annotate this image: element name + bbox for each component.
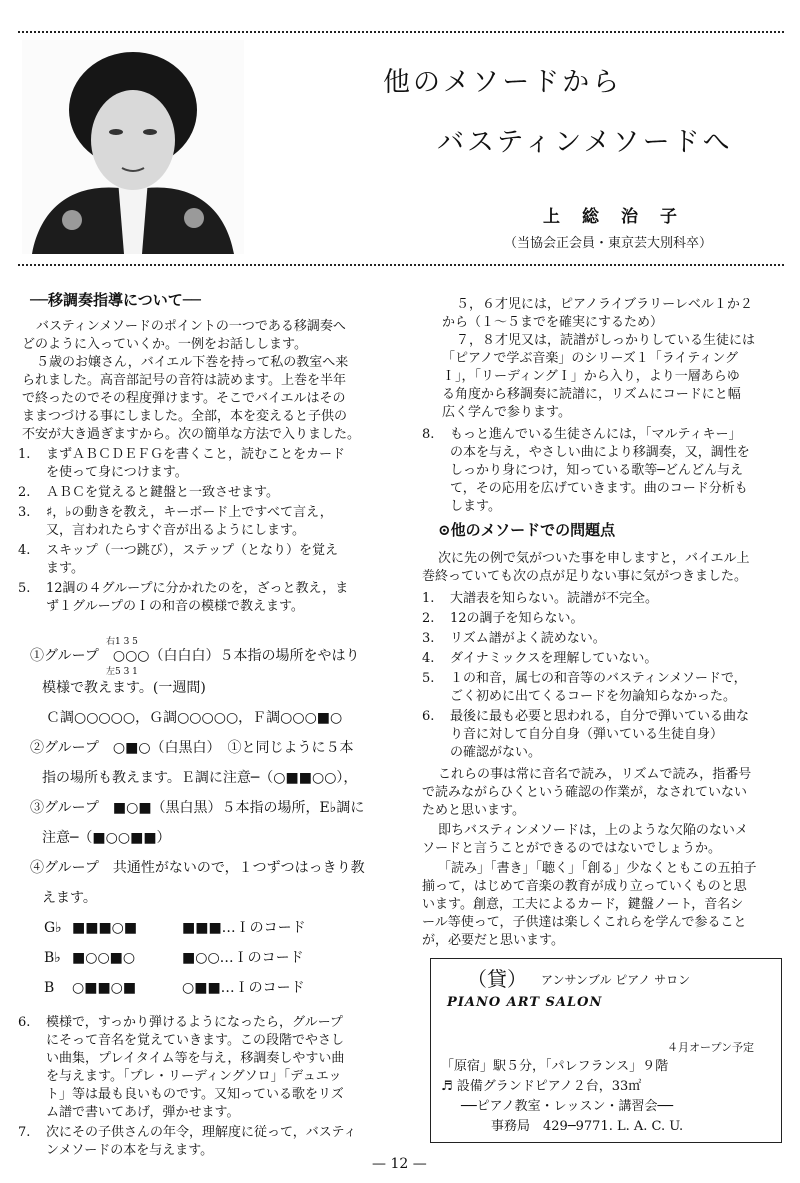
list-item: 12調の４グループに分かれたのを，ざっと教え，ま bbox=[46, 581, 349, 596]
paragraph-line: ソードと言うことができるのではないでしょうか。 bbox=[422, 841, 722, 856]
list-item: リズム譜がよく読めない。 bbox=[450, 631, 606, 646]
list-item: スキップ（一つ跳び），ステップ（となり）を覚え bbox=[46, 543, 338, 558]
paragraph-line: 巻終っていても次の点が足りない事に気がつきました。 bbox=[422, 569, 748, 584]
advertisement-box bbox=[430, 958, 782, 1143]
paragraph-line: ためと思います。 bbox=[422, 803, 525, 818]
list-number: 4. bbox=[18, 543, 31, 558]
list-item: にそって音名を覚えていきます。この段階でやさし bbox=[46, 1033, 344, 1048]
paragraph-line: 揃って，はじめて音楽の教育が成り立っていくものと思 bbox=[422, 879, 747, 894]
chord-pattern-tonic: ■■■…Ｉのコード bbox=[182, 920, 306, 936]
author-name: 上総治子 bbox=[543, 207, 699, 227]
paragraph-line: で終ったのでその程度弾けます。そこでバイエルはその bbox=[22, 391, 346, 406]
ad-salon-name: PIANO ART SALON bbox=[447, 995, 603, 1010]
title-line-2: バスティンメソードへ bbox=[437, 127, 733, 158]
paragraph-line: ール等使って，子供達は楽しくこれらを学んで参ること bbox=[422, 915, 747, 930]
list-number: 3. bbox=[422, 631, 435, 646]
ad-rent-label: （貸） bbox=[467, 967, 527, 991]
list-item: ＡＢＣを覚えると鍵盤と一致させます。 bbox=[46, 485, 279, 500]
section-heading-transposition: ──移調奏指導について── bbox=[30, 291, 201, 309]
list-number: 5. bbox=[18, 581, 31, 596]
list-item: 最後に最も必要と思われる，自分で弾いている曲な bbox=[450, 709, 750, 724]
paragraph-line: Ｉ」，「リーディングＩ」から入り，より一層あらゆ bbox=[442, 369, 740, 384]
author-affiliation: （当協会正会員・東京芸大別科卒） bbox=[504, 236, 713, 251]
paragraph-line: ままつづける事にしました。全部，本を変えると子供の bbox=[22, 409, 348, 424]
group-line: Ｃ調○○○○○，Ｇ調○○○○○，Ｆ調○○○■○ bbox=[46, 710, 343, 726]
list-item: ます。 bbox=[46, 561, 84, 576]
paragraph-line: います。創意，工夫によるカード，鍵盤ノート，音名シ bbox=[422, 897, 744, 912]
paragraph-line: から（１～５までを確実にするため） bbox=[442, 315, 664, 330]
list-number: 4. bbox=[422, 651, 435, 666]
group-line: 模様で教えます。(一週間) bbox=[42, 680, 206, 696]
list-item: 次にその子供さんの年令，理解度に従って，バスティ bbox=[46, 1125, 357, 1140]
ad-equipment: ♬ 設備グランドピアノ２台，33㎡ bbox=[441, 1079, 642, 1094]
title-line-1: 他のメソードから bbox=[383, 67, 623, 98]
paragraph-line: 不安が大き過ぎますから。次の簡単な方法で入りました。 bbox=[22, 427, 361, 442]
list-item: ♯，♭の動きを教え，キーボード上ですべて言え， bbox=[46, 505, 333, 520]
paragraph-line: これらの事は常に音名で読み，リズムで読み，指番号 bbox=[438, 767, 752, 782]
list-number: 7. bbox=[18, 1125, 31, 1140]
list-item: します。 bbox=[450, 499, 501, 514]
paragraph-line: られました。高音部記号の音符は読めます。上巻を半年 bbox=[22, 373, 346, 388]
chord-key: G♭ bbox=[44, 920, 62, 936]
group-line: ②グループ ○■○（白黒白） ①と同じように５本 bbox=[30, 740, 354, 756]
chord-key: B bbox=[44, 980, 55, 996]
paragraph-line: 次に先の例で気がついた事を申しますと，バイエル上 bbox=[438, 551, 750, 566]
list-number: 2. bbox=[422, 611, 435, 626]
ad-location: 「原宿」駅５分，「パレフランス」９階 bbox=[441, 1059, 669, 1074]
list-item: 又，言われたらすぐ音が出るようにします。 bbox=[46, 523, 305, 538]
list-item: を与えます。「プレ・リーディングソロ」「デュエッ bbox=[46, 1069, 342, 1084]
paragraph-line: バスティンメソードのポイントの一つである移調奏へ bbox=[36, 319, 346, 334]
paragraph-line: 「読み」「書き」「聴く」「創る」少なくともこの五拍子 bbox=[438, 861, 757, 876]
list-number: 6. bbox=[422, 709, 435, 724]
list-item: り音に対して自分自身（弾いている生徒自身） bbox=[450, 727, 724, 742]
chord-pattern: ■○○■○ bbox=[72, 950, 136, 966]
list-item: 大譜表を知らない。読譜が不完全。 bbox=[450, 591, 659, 606]
paragraph-line: 「ピアノで学ぶ音楽」のシリーズ１「ライティング bbox=[442, 351, 739, 366]
list-item: い曲集，プレイタイム等を与え，移調奏しやすい曲 bbox=[46, 1051, 345, 1066]
paragraph-line: ５歳のお嬢さん，バイエル下巻を持って私の教室へ来 bbox=[36, 355, 349, 370]
list-item: もっと進んでいる生徒さんには，「マルティキー」 bbox=[450, 427, 742, 442]
list-item: て，その応用を広げていきます。曲のコード分析も bbox=[450, 481, 748, 496]
list-number: 1. bbox=[18, 447, 31, 462]
fingering-right: 右1 3 5 bbox=[106, 637, 138, 647]
list-item: ダイナミックスを理解していない。 bbox=[450, 651, 658, 666]
paragraph-line: で読みながらひくという確認の作業が，なされていない bbox=[422, 785, 748, 800]
list-number: 8. bbox=[422, 427, 435, 442]
chord-pattern: ○■■○■ bbox=[72, 980, 137, 996]
list-item: まずＡＢＣＤＥＦＧを書くこと，読むことをカード bbox=[46, 447, 346, 462]
list-item: ず１グループのＩの和音の模様で教えます。 bbox=[46, 599, 304, 614]
paragraph-line: ７，８才児又は，読譜がしっかりしている生徒には bbox=[456, 333, 756, 348]
top-divider bbox=[18, 31, 784, 33]
chord-pattern-tonic: ○■■…Ｉのコード bbox=[182, 980, 305, 996]
group-line: 指の場所も教えます。Ｅ調に注意─（○■■○○）， bbox=[42, 770, 358, 786]
list-item: ト」等は最も良いものです。又知っている歌をリズ bbox=[46, 1087, 344, 1102]
list-number: 2. bbox=[18, 485, 31, 500]
paragraph-line: どのように入っていくか。一例をお話しします。 bbox=[22, 337, 307, 352]
paragraph-line: る角度から移調奏に読譜に，リズムにコードにと幅 bbox=[442, 387, 741, 402]
group-line: ④グループ 共通性がないので，１つずつはっきり教 bbox=[30, 860, 365, 876]
group-line: えます。 bbox=[42, 890, 97, 906]
author-portrait-photo bbox=[22, 40, 244, 254]
paragraph-line: 広く学んで参ります。 bbox=[442, 405, 571, 420]
section-heading-problems: ⊙他のメソードでの問題点 bbox=[438, 521, 616, 539]
list-item: 12の調子を知らない。 bbox=[450, 611, 584, 626]
paragraph-line: 即ちバスティンメソードは，上のような欠陥のないメ bbox=[438, 823, 748, 838]
group-line: 注意─（■○○■■） bbox=[42, 830, 171, 846]
chord-pattern: ■■■○■ bbox=[72, 920, 138, 936]
list-item: の確認がない。 bbox=[450, 745, 542, 760]
fingering-left: 左5 3 1 bbox=[106, 667, 138, 677]
list-number: 1. bbox=[422, 591, 435, 606]
list-number: 5. bbox=[422, 671, 435, 686]
chord-pattern-tonic: ■○○…Ｉのコード bbox=[182, 950, 304, 966]
ad-subtitle: アンサンブル ピアノ サロン bbox=[541, 973, 691, 987]
chord-key: B♭ bbox=[44, 950, 61, 966]
list-number: 3. bbox=[18, 505, 31, 520]
group-line: ③グループ ■○■（黒白黒）５本指の場所，E♭調に bbox=[30, 800, 365, 816]
group-line: ①グループ ○○○（白白白）５本指の場所をやはり bbox=[30, 648, 360, 664]
ad-opening: ４月オープン予定 bbox=[667, 1041, 755, 1054]
list-number: 6. bbox=[18, 1015, 31, 1030]
paragraph-line: が，必要だと思います。 bbox=[422, 933, 564, 948]
ad-office: 事務局 429─9771. L. A. C. U. bbox=[491, 1119, 684, 1134]
list-item: を使って身につけます。 bbox=[46, 465, 188, 480]
paragraph-line: ５，６才児には，ピアノライブラリーレベル１か２ bbox=[456, 297, 753, 312]
ad-services: ──ピアノ教室・レッスン・講習会── bbox=[461, 1099, 674, 1114]
page-number: — 12 — bbox=[372, 1156, 427, 1172]
list-item: しっかり身につけ，知っている歌等─どんどん与え bbox=[450, 463, 744, 478]
list-item: の本を与え，やさしい曲により移調奏，又，調性を bbox=[450, 445, 750, 460]
list-item: ンメソードの本を与えます。 bbox=[46, 1143, 214, 1158]
list-item: ム譜で書いてあげ，弾かせます。 bbox=[46, 1105, 240, 1120]
list-item: ごく初めに出てくるコードを勿論知らなかった。 bbox=[450, 689, 737, 704]
list-item: 模様で，すっかり弾けるようになったら，グループ bbox=[46, 1015, 343, 1030]
header-divider bbox=[18, 264, 784, 266]
list-item: １の和音，属七の和音等のバスティンメソードで， bbox=[450, 671, 747, 686]
